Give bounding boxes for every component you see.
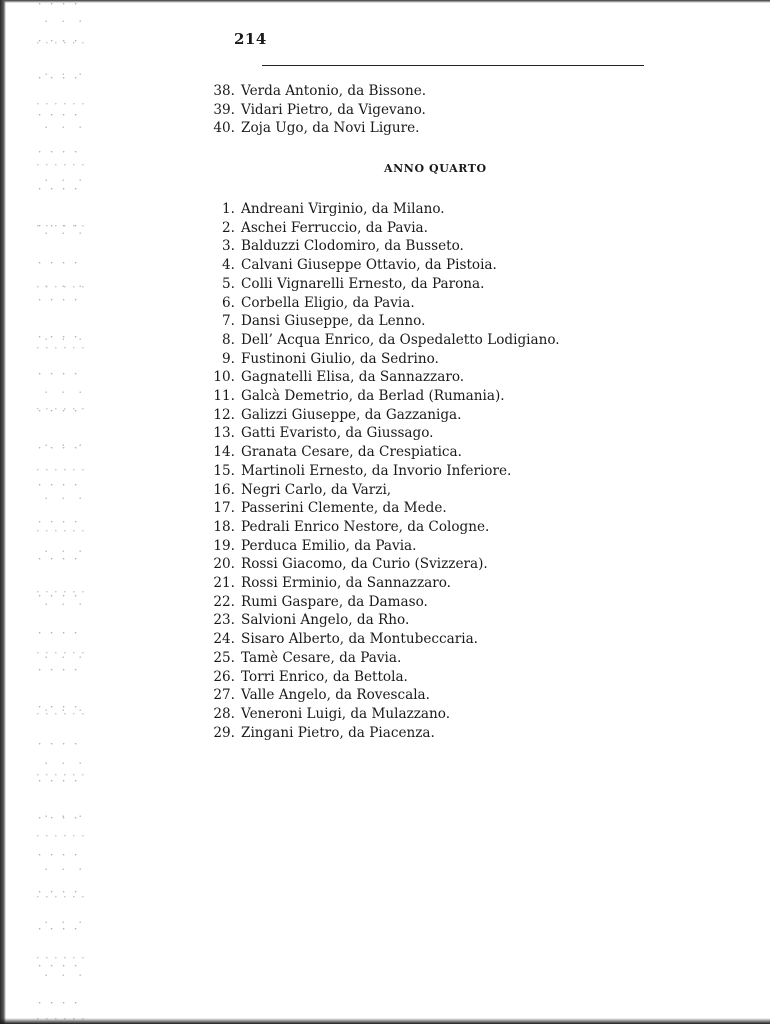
list-item-number: 5. xyxy=(222,275,235,292)
list-item-number: 3. xyxy=(222,238,235,255)
list-item-number: 18. xyxy=(213,518,235,535)
list-item-number: 7. xyxy=(222,313,235,330)
list-item-text: Sisaro Alberto, da Montubeccaria. xyxy=(241,631,478,648)
list-item-number: 20. xyxy=(213,556,235,573)
list-item-number: 25. xyxy=(213,649,235,666)
list-item-number: 15. xyxy=(213,462,235,479)
list-item-text: Fustinoni Giulio, da Sedrino. xyxy=(241,350,439,367)
section-heading: ANNO QUARTO xyxy=(384,162,487,175)
list-item-number: 28. xyxy=(213,705,235,722)
list-item-number: 38. xyxy=(213,83,235,99)
list-item-text: Negri Carlo, da Varzi, xyxy=(241,481,392,498)
list-item-number: 1. xyxy=(222,201,235,217)
list-item-number: 27. xyxy=(213,687,235,704)
list-item-text: Torri Enrico, da Bettola. xyxy=(241,668,408,685)
list-item-number: 40. xyxy=(213,120,235,137)
list-item-number: 9. xyxy=(222,350,235,367)
list-item-text: Tamè Cesare, da Pavia. xyxy=(241,649,402,666)
list-item-text: Gagnatelli Elisa, da Sannazzaro. xyxy=(241,369,465,386)
list-item-text: Perduca Emilio, da Pavia. xyxy=(241,537,417,554)
list-item-text: Vidari Pietro, da Vigevano. xyxy=(241,101,426,118)
list-item-number: 17. xyxy=(213,500,235,517)
list-item-text: Balduzzi Clodomiro, da Busseto. xyxy=(241,238,464,255)
list-item-text: Colli Vignarelli Ernesto, da Parona. xyxy=(241,275,485,292)
list-item-text: Zingani Pietro, da Piacenza. xyxy=(241,724,435,741)
list-item-text: Verda Antonio, da Bissone. xyxy=(241,83,427,99)
scan-left-edge xyxy=(0,0,6,1024)
list-item-number: 22. xyxy=(213,593,235,610)
list-item-text: Salvioni Angelo, da Rho. xyxy=(241,612,410,629)
list-item-text: Granata Cesare, da Crespiatica. xyxy=(241,444,462,461)
list-item-number: 12. xyxy=(213,406,235,423)
list-item-number: 8. xyxy=(222,331,235,348)
list-item-number: 2. xyxy=(222,219,235,236)
page-number: 214 xyxy=(234,30,267,48)
list-item-text: Passerini Clemente, da Mede. xyxy=(241,500,447,517)
list-item-number: 13. xyxy=(213,425,235,442)
list-item-number: 24. xyxy=(213,631,235,648)
list-item-text: Andreani Virginio, da Milano. xyxy=(241,201,445,217)
scan-bottom-edge xyxy=(0,1018,770,1024)
list-item-number: 16. xyxy=(213,481,235,498)
list-item-text: Rumi Gaspare, da Damaso. xyxy=(241,593,428,610)
list-item-text: Zoja Ugo, da Novi Ligure. xyxy=(241,120,420,137)
list-item-number: 11. xyxy=(213,388,235,404)
list-item-text: Rossi Giacomo, da Curio (Svizzera). xyxy=(241,556,488,573)
list-item-text: Aschei Ferruccio, da Pavia. xyxy=(241,219,428,236)
list-item-text: Veneroni Luigi, da Mulazzano. xyxy=(241,705,451,722)
list-item-text: Valle Angelo, da Rovescala. xyxy=(241,687,430,704)
scan-top-edge xyxy=(0,0,770,3)
list-item-number: 14. xyxy=(213,444,235,461)
list-item-text: Dansi Giuseppe, da Lenno. xyxy=(241,313,426,330)
list-item-number: 10. xyxy=(213,369,235,386)
list-item-number: 19. xyxy=(213,537,235,554)
scan-binding-speckle xyxy=(36,0,86,1024)
list-item-text: Galcà Demetrio, da Berlad (Rumania). xyxy=(241,388,505,404)
list-item-number: 21. xyxy=(213,575,235,591)
list-item-text: Calvani Giuseppe Ottavio, da Pistoia. xyxy=(241,257,497,274)
list-item-text: Galizzi Giuseppe, da Gazzaniga. xyxy=(241,406,462,423)
list-item-text: Rossi Erminio, da Sannazzaro. xyxy=(241,575,451,591)
list-item-text: Corbella Eligio, da Pavia. xyxy=(241,294,415,311)
list-item-number: 39. xyxy=(213,101,235,118)
list-item-text: Martinoli Ernesto, da Invorio Inferiore. xyxy=(241,462,512,479)
list-item-number: 4. xyxy=(222,257,235,274)
list-item-number: 6. xyxy=(222,294,235,311)
list-item-text: Dell’ Acqua Enrico, da Ospedaletto Lodigiano. xyxy=(241,331,560,348)
list-item-text: Gatti Evaristo, da Giussago. xyxy=(241,425,434,442)
header-rule xyxy=(262,65,644,66)
list-item-number: 23. xyxy=(213,612,235,629)
list-item-text: Pedrali Enrico Nestore, da Cologne. xyxy=(241,518,490,535)
list-item-number: 29. xyxy=(213,724,235,741)
list-item-number: 26. xyxy=(213,668,235,685)
